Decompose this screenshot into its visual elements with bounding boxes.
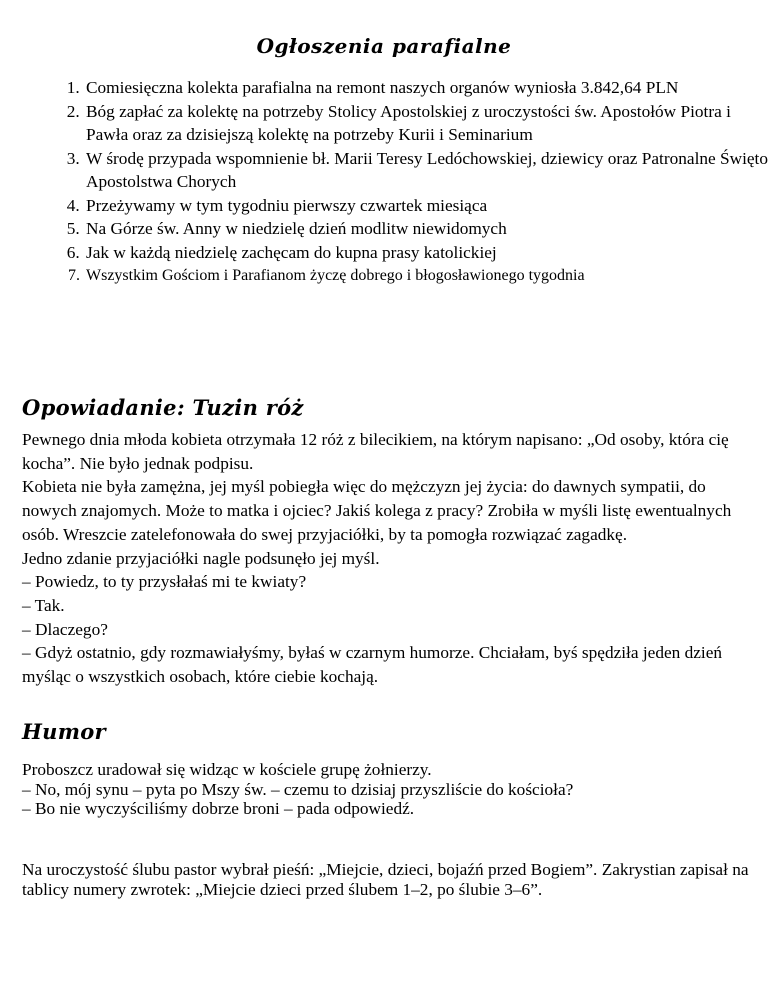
- announcement-item: 7. Wszystkim Gościom i Parafianom życzę dobrego i błogosławionego tygodnia: [84, 264, 768, 288]
- story-dialogue-line: – Tak.: [22, 595, 65, 615]
- story-paragraph: Jedno zdanie przyjaciółki nagle podsunęło jej myśl.: [22, 548, 380, 568]
- story-paragraph: Pewnego dnia młoda kobieta otrzymała 12 róż z bilecikiem, na którym napisano: „Od osoby, która cię kocha”. Nie było jednak podpisu.: [22, 430, 729, 473]
- joke-2: [22, 860, 752, 899]
- story-paragraph: Kobieta nie była zamężna, jej myśl pobiegła więc do mężczyzn jej życia: do dawnych sympatii, do nowych znajomych. Może to matka i ojciec? Jakiś kolega z pracy? Zrobiła w myśli listę ewentualnych osób. Wreszcie zatelefonowała do swej przyjaciółki, by ta pomogła rozwiązać zagadkę.: [22, 477, 732, 544]
- joke-line: Proboszcz uradował się widząc w kościele grupę żołnierzy.: [22, 760, 432, 779]
- joke-1: [22, 760, 752, 819]
- announcement-item: 1. Comiesięczna kolekta parafialna na remont naszych organów wyniosła 3.842,64 PLN: [84, 76, 768, 100]
- joke-line: – Bo nie wyczyściliśmy dobrze broni – pada odpowiedź.: [22, 799, 415, 818]
- story-text: [22, 428, 752, 689]
- page-title: Ogłoszenia parafialne: [256, 34, 512, 58]
- story-dialogue-line: – Dlaczego?: [22, 619, 108, 639]
- announcement-item: 5. Na Górze św. Anny w niedzielę dzień modlitw niewidomych: [84, 217, 768, 241]
- story-heading: Opowiadanie: Tuzin róż: [22, 395, 304, 420]
- joke-paragraph: Na uroczystość ślubu pastor wybrał pieśń: „Miejcie, dzieci, bojaźń przed Bogiem”. Zakrystian zapisał na tablicy numery zwrotek: „Miejcie dzieci przed ślubem 1–2, po ślubie 3–6”.: [22, 860, 749, 899]
- joke-line: – No, mój synu – pyta po Mszy św. – czemu to dzisiaj przyszliście do kościoła?: [22, 779, 574, 799]
- story-dialogue-line: – Gdyż ostatnio, gdy rozmawiałyśmy, byłaś w czarnym humorze. Chciałam, byś spędziła jeden dzień myśląc o wszystkich osobach, które ciebie kochają.: [22, 643, 723, 687]
- humor-heading: Humor: [22, 719, 106, 744]
- story-dialogue-line: – Powiedz, to ty przysłałaś mi te kwiaty?: [22, 572, 307, 592]
- announcement-item: 3. W środę przypada wspomnienie bł. Marii Teresy Ledóchowskiej, dziewicy oraz Patronalne Święto Apostolstwa Chorych: [84, 147, 768, 194]
- announcements-list: [50, 76, 768, 288]
- announcement-item: 6. Jak w każdą niedzielę zachęcam do kupna prasy katolickiej: [84, 241, 768, 265]
- announcement-item: 4. Przeżywamy w tym tygodniu pierwszy czwartek miesiąca: [84, 194, 768, 218]
- announcement-item: 2. Bóg zapłać za kolektę na potrzeby Stolicy Apostolskiej z uroczystości św. Apostołów Piotra i Pawła oraz za dzisiejszą kolektę na potrzeby Kurii i Seminarium: [84, 100, 768, 147]
